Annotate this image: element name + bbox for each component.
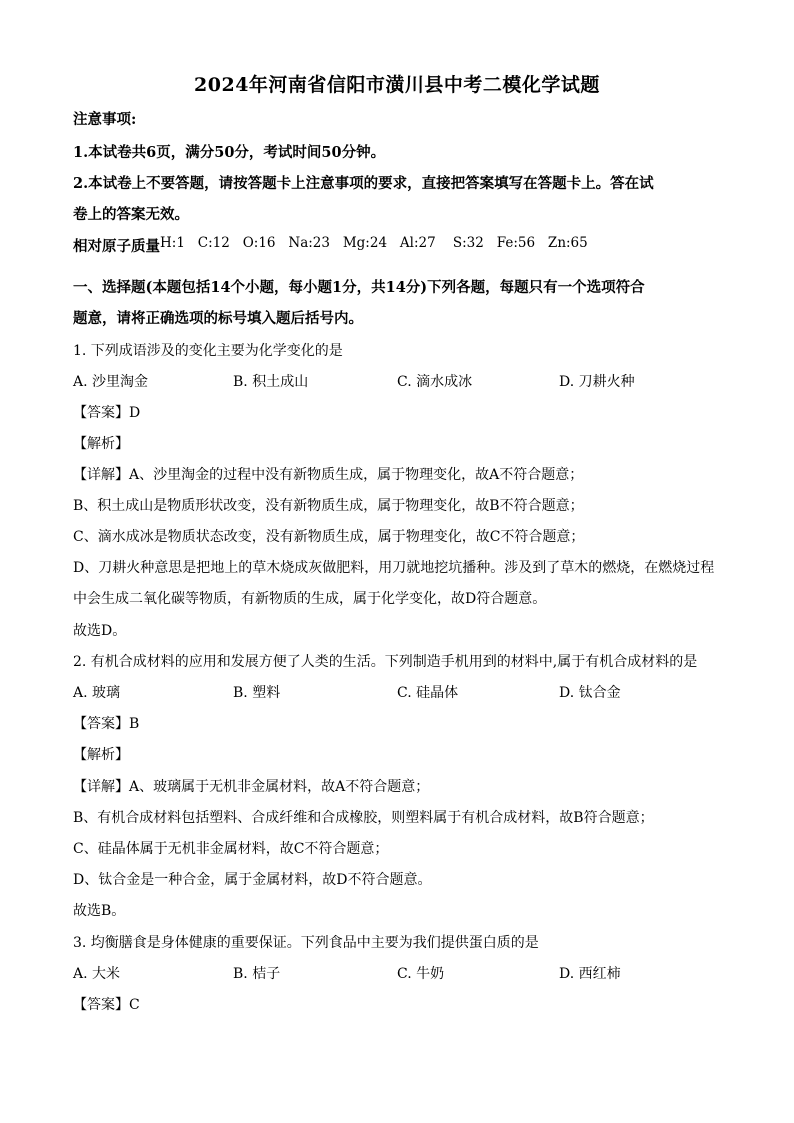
question-1-options — [73, 371, 723, 391]
question-2-option-d: D. 钛合金 — [559, 685, 621, 701]
question-1-detail-1: 【详解】A、沙里淘金的过程中没有新物质生成，属于物理变化，故A不符合题意； — [73, 467, 584, 483]
question-2-detail-3: C、硅晶体属于无机非金属材料，故C不符合题意； — [73, 841, 389, 857]
question-2-option-a: A. 玻璃 — [73, 685, 121, 701]
question-3-option-b: B. 桔子 — [233, 966, 281, 982]
question-1-answer: 【答案】D — [73, 405, 141, 421]
page-title: 2024年河南省信阳市潢川县中考二模化学试题 — [194, 74, 600, 96]
question-3-option-d: D. 西红柿 — [559, 966, 621, 982]
question-2-answer: 【答案】B — [73, 716, 140, 732]
question-2-detail-4: D、钛合金是一种合金，属于金属材料，故D不符合题意。 — [73, 872, 432, 888]
atomic-masses — [73, 235, 723, 256]
question-3-options — [73, 963, 723, 983]
question-2-detail-2: B、有机合成材料包括塑料、合成纤维和合成橡胶，则塑料属于有机合成材料，故B符合题意； — [73, 810, 654, 826]
question-2-analysis: 【解析】 — [73, 747, 129, 763]
question-1-detail-2: B、积土成山是物质形状改变，没有新物质生成，属于物理变化，故B不符合题意； — [73, 498, 584, 514]
question-3-answer: 【答案】C — [73, 997, 140, 1013]
question-3-stem: 3. 均衡膳食是身体健康的重要保证。下列食品中主要为我们提供蛋白质的是 — [73, 935, 539, 951]
question-1-stem: 1. 下列成语涉及的变化主要为化学变化的是 — [73, 343, 343, 359]
question-2-stem: 2. 有机合成材料的应用和发展方便了人类的生活。下列制造手机用到的材料中,属于有机合成材料的是 — [73, 654, 698, 670]
section1-line-2: 题意，请将正确选项的标号填入题后括号内。 — [73, 310, 363, 327]
question-2-detail-1: 【详解】A、玻璃属于无机非金属材料，故A不符合题意； — [73, 779, 430, 795]
question-1-detail-3: C、滴水成冰是物质状态改变，没有新物质生成，属于物理变化，故C不符合题意； — [73, 529, 585, 545]
question-2-options — [73, 682, 723, 702]
notice-item-2-line-2: 卷上的答案无效。 — [73, 206, 189, 223]
notice-item-2-line-1: 2.本试卷上不要答题，请按答题卡上注意事项的要求，直接把答案填写在答题卡上。答在试 — [73, 175, 654, 192]
question-2-detail-5: 故选B。 — [73, 903, 126, 919]
notice-heading: 注意事项: — [73, 111, 137, 128]
atomic-masses-label: 相对原子质量 — [73, 238, 160, 255]
question-1-detail-6: 故选D。 — [73, 623, 127, 639]
question-1-option-c: C. 滴水成冰 — [397, 374, 473, 390]
question-1-analysis: 【解析】 — [73, 436, 129, 452]
question-1-detail-5: 中会生成二氧化碳等物质，有新物质的生成，属于化学变化，故D符合题意。 — [73, 591, 547, 607]
notice-item-1: 1.本试卷共6页，满分50分，考试时间50分钟。 — [73, 144, 386, 161]
question-3-option-c: C. 牛奶 — [397, 966, 445, 982]
atomic-masses-values: H:1 C:12 O:16 Na:23 Mg:24 Al:27 S:32 Fe:56 Zn:65 — [160, 235, 588, 251]
question-2-option-c: C. 硅晶体 — [397, 685, 459, 701]
question-1-option-d: D. 刀耕火种 — [559, 374, 635, 390]
question-1-option-b: B. 积土成山 — [233, 374, 309, 390]
section1-line-1: 一、选择题(本题包括14个小题，每小题1分，共14分)下列各题，每题只有一个选项符合 — [73, 279, 645, 296]
question-1-detail-4: D、刀耕火种意思是把地上的草木烧成灰做肥料，用刀就地挖坑播种。涉及到了草木的燃烧，在燃烧过程 — [73, 560, 715, 576]
question-1-option-a: A. 沙里淘金 — [73, 374, 149, 390]
question-3-option-a: A. 大米 — [73, 966, 121, 982]
question-2-option-b: B. 塑料 — [233, 685, 281, 701]
